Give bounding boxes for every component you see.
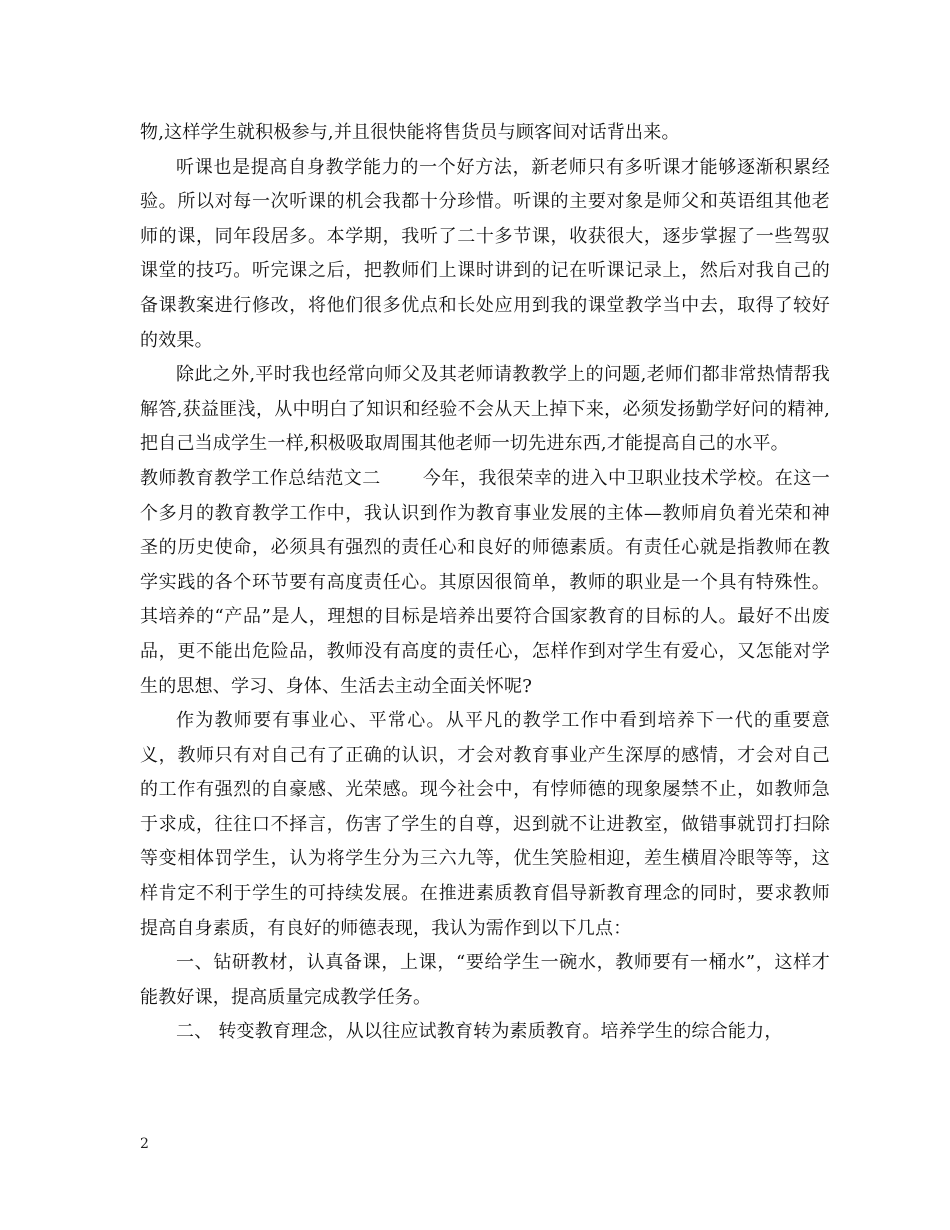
- paragraph-6: 一、钻研教材，认真备课，上课，“要给学生一碗水，教师要有一桶水”，这样才能教好课，提高质量完成教学任务。: [140, 952, 830, 1008]
- paragraph-1: 物,这样学生就积极参与,并且很快能将售货员与顾客间对话背出来。: [140, 122, 680, 143]
- section-heading: 教师教育教学工作总结范文二: [140, 467, 381, 489]
- paragraph-4: [140, 462, 830, 704]
- paragraph-7: 二、 转变教育理念，从以往应试教育转为素质教育。培养学生的综合能力，: [176, 1021, 783, 1043]
- document-body: [140, 116, 830, 1050]
- paragraph-4-text: 今年，我很荣幸的进入中卫职业技术学校。在这一个多月的教育教学工作中，我认识到作为教育事业发展的主体—教师肩负着光荣和神圣的历史使命，必须具有强烈的责任心和良好的师德素质。有责任心就是指教师在教学实践的各个环节要有高度责任心。其原因很简单，教师的职业是一个具有特殊性。其培养的“产品”是人，理想的目标是培养出要符合国家教育的目标的人。最好不出废品，更不能出危险品，教师没有高度的责任心，怎样作到对学生有爱心，又怎能对学生的思想、学习、身体、生活去主动全面关怀呢?: [140, 467, 830, 697]
- paragraph-5: 作为教师要有事业心、平常心。从平凡的教学工作中看到培养下一代的重要意义，教师只有对自己有了正确的认识，才会对教育事业产生深厚的感情，才会对自己的工作有强烈的自豪感、光荣感。现今社会中，有悖师德的现象屡禁不止，如教师急于求成，往往口不择言，伤害了学生的自尊，迟到就不让进教室，做错事就罚打扫除等变相体罚学生，认为将学生分为三六九等，优生笑脸相迎，差生横眉冷眼等等，这样肯定不利于学生的可持续发展。在推进素质教育倡导新教育理念的同时，要求教师提高自身素质，有良好的师德表现，我认为需作到以下几点：: [140, 710, 830, 939]
- paragraph-2: 听课也是提高自身教学能力的一个好方法，新老师只有多听课才能够逐渐积累经验。所以对每一次听课的机会我都十分珍惜。听课的主要对象是师父和英语组其他老师的课，同年段居多。本学期，我听了二十多节课，收获很大，逐步掌握了一些驾驭课堂的技巧。听完课之后，把教师们上课时讲到的记在听课记录上，然后对我自己的备课教案进行修改，将他们很多优点和长处应用到我的课堂教学当中去，取得了较好的效果。: [140, 156, 830, 351]
- page-number: 2: [140, 1136, 149, 1152]
- paragraph-3: 除此之外,平时我也经常向师父及其老师请教教学上的问题,老师们都非常热情帮我解答,获益匪浅，从中明白了知识和经验不会从天上掉下来，必须发扬勤学好问的精神,把自己当成学生一样,积极吸取周围其他老师一切先进东西,才能提高自己的水平。: [140, 364, 830, 455]
